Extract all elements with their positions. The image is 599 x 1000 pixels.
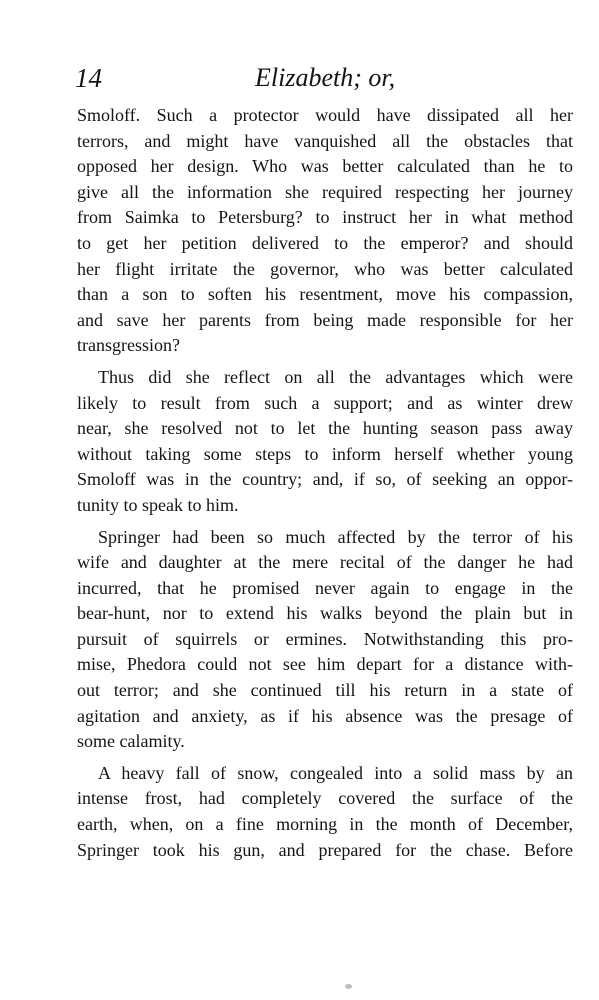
text-line: bear-hunt, nor to extend his walks beyond the plain but in bbox=[77, 603, 573, 624]
text-line: earth, when, on a fine morning in the month of December, bbox=[77, 814, 573, 835]
page-number: 14 bbox=[75, 63, 102, 93]
text-line: intense frost, had completely covered the surface of the bbox=[77, 788, 573, 809]
paragraph-3 bbox=[77, 525, 573, 755]
text-line: Springer took his gun, and prepared for the chase. Before bbox=[77, 839, 573, 860]
text-line: Smoloff. Such a protector would have dissipated all her bbox=[77, 105, 573, 125]
text-line: likely to result from such a support; and as winter drew bbox=[77, 392, 573, 413]
text-line: to get her petition delivered to the emperor? and should bbox=[77, 232, 573, 253]
page-header bbox=[75, 58, 575, 98]
text-line: give all the information she required respecting her journey bbox=[77, 181, 573, 202]
body-text bbox=[77, 103, 573, 869]
running-title: Elizabeth; or, bbox=[255, 63, 396, 92]
text-line: without taking some steps to inform herself whether young bbox=[77, 443, 573, 464]
text-line: tunity to speak to him. bbox=[77, 494, 239, 515]
text-line: transgression? bbox=[77, 335, 180, 356]
text-line: opposed her design. Who was better calculated than he to bbox=[77, 156, 573, 177]
text-line: and save her parents from being made responsible for her bbox=[77, 309, 573, 330]
text-line: mise, Phedora could not see him depart for a distance with- bbox=[77, 654, 573, 675]
print-speck bbox=[345, 984, 352, 989]
text-line: than a son to soften his resentment, move his compassion, bbox=[77, 284, 573, 305]
text-line: wife and daughter at the mere recital of the danger he had bbox=[77, 552, 573, 573]
text-line: Smoloff was in the country; and, if so, of seeking an oppor- bbox=[77, 469, 573, 490]
text-line: from Saimka to Petersburg? to instruct her in what method bbox=[77, 207, 573, 228]
text-line: incurred, that he promised never again to engage in the bbox=[77, 577, 573, 598]
text-line: near, she resolved not to let the hunting season pass away bbox=[77, 418, 573, 439]
text-line: her flight irritate the governor, who was better calculated bbox=[77, 258, 573, 279]
text-line: out terror; and she continued till his return in a state of bbox=[77, 680, 573, 701]
text-line: some calamity. bbox=[77, 731, 185, 752]
paragraph-2 bbox=[77, 365, 573, 519]
text-line: terrors, and might have vanquished all the obstacles that bbox=[77, 130, 573, 151]
text-line: A heavy fall of snow, congealed into a solid mass by an bbox=[98, 762, 573, 783]
paragraph-1 bbox=[77, 103, 573, 359]
text-line: agitation and anxiety, as if his absence was the presage of bbox=[77, 705, 573, 726]
text-line: Springer had been so much affected by the terror of his bbox=[98, 526, 573, 547]
text-line: Thus did she reflect on all the advantages which were bbox=[98, 366, 573, 387]
paragraph-4 bbox=[77, 761, 573, 863]
text-line: pursuit of squirrels or ermines. Notwithstanding this pro- bbox=[77, 628, 573, 649]
